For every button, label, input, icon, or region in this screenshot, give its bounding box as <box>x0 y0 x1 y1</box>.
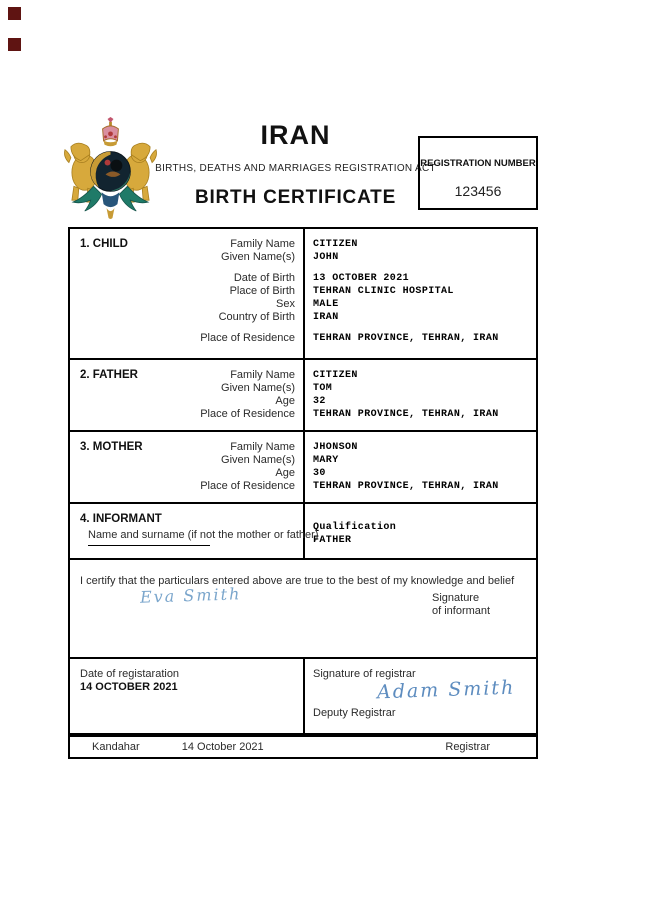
registration-date-label: Date of registaration <box>80 668 180 680</box>
section-registration <box>70 659 536 733</box>
field-label: Date of Birth <box>233 272 295 284</box>
section-child-left <box>70 229 305 358</box>
footer-place: Kandahar <box>92 741 140 753</box>
field-label: Family Name <box>230 441 295 453</box>
footer-bar <box>68 735 538 759</box>
field-label: Sex <box>276 298 295 310</box>
field-label: Given Name(s) <box>221 382 295 394</box>
signature-caption-line2: of informant <box>432 605 491 617</box>
registration-number-label: REGISTRATION NUMBER <box>420 158 536 169</box>
section-mother-values <box>305 432 536 502</box>
iran-imperial-coat-of-arms-icon <box>61 117 160 220</box>
field-value: IRAN <box>313 312 339 323</box>
field-label: Country of Birth <box>218 311 295 323</box>
section-child <box>70 229 536 360</box>
field-label: Age <box>275 467 295 479</box>
field-value: MALE <box>313 299 339 310</box>
section-child-heading: 1. CHILD <box>80 238 128 250</box>
informant-name-underline <box>88 545 210 546</box>
country-title: IRAN <box>260 120 331 150</box>
field-value: TOM <box>313 383 333 394</box>
field-value: TEHRAN PROVINCE, TEHRAN, IRAN <box>313 409 499 420</box>
section-mother <box>70 432 536 504</box>
registrar-signature-cell <box>305 659 536 733</box>
section-child-labels <box>80 238 295 345</box>
field-value: CITIZEN <box>313 239 358 250</box>
field-label: Place of Residence <box>200 408 295 420</box>
field-value: 13 OCTOBER 2021 <box>313 273 410 284</box>
signature-caption-line1: Signature <box>432 592 480 604</box>
field-label: Age <box>275 395 295 407</box>
field-value: MARY <box>313 455 339 466</box>
certificate-table <box>68 227 538 735</box>
qualification-label: Qualification <box>313 522 397 533</box>
field-value: 30 <box>313 468 326 479</box>
registrar-signature-label: Signature of registrar <box>313 668 416 680</box>
field-value: JOHN <box>313 252 339 263</box>
field-value: CITIZEN <box>313 370 358 381</box>
certify-statement: I certify that the particulars entered above are true to the best of my knowledge and belief <box>80 575 515 587</box>
qualification-value: FATHER <box>313 535 352 546</box>
registrar-signature: Adam Smith <box>376 676 516 704</box>
field-label: Given Name(s) <box>221 454 295 466</box>
section-father-heading: 2. FATHER <box>80 369 138 381</box>
registration-date-cell <box>70 659 305 733</box>
section-father-left <box>70 360 305 430</box>
corner-mark-top <box>8 7 21 20</box>
field-label: Given Name(s) <box>221 251 295 263</box>
field-label: Place of Residence <box>200 480 295 492</box>
section-father-values <box>305 360 536 430</box>
act-title: BIRTHS, DEATHS AND MARRIAGES REGISTRATION ACT <box>155 163 436 174</box>
field-value: 32 <box>313 396 326 407</box>
section-informant-left <box>70 504 319 558</box>
section-informant <box>70 504 536 560</box>
registrar-title: Deputy Registrar <box>313 707 396 719</box>
field-label: Family Name <box>230 369 295 381</box>
header <box>153 120 438 209</box>
field-value: JHONSON <box>313 442 358 453</box>
section-child-values <box>305 229 536 358</box>
field-value: TEHRAN CLINIC HOSPITAL <box>313 286 454 297</box>
informant-name-hint: Name and surname (if not the mother or father) <box>88 529 319 541</box>
section-mother-heading: 3. MOTHER <box>80 441 143 453</box>
footer-role: Registrar <box>445 741 490 753</box>
registration-date-value: 14 OCTOBER 2021 <box>80 681 178 693</box>
field-value: TEHRAN PROVINCE, TEHRAN, IRAN <box>313 481 499 492</box>
footer-date: 14 October 2021 <box>181 741 264 753</box>
field-label: Place of Residence <box>200 332 295 344</box>
section-certification <box>70 560 536 659</box>
corner-mark-bottom <box>8 38 21 51</box>
informant-signature: Eva Smith <box>139 584 242 607</box>
section-mother-left <box>70 432 305 502</box>
section-father <box>70 360 536 432</box>
field-label: Place of Birth <box>229 285 295 297</box>
section-informant-values <box>305 504 536 558</box>
field-value: TEHRAN PROVINCE, TEHRAN, IRAN <box>313 333 499 344</box>
signature-of-informant-caption <box>432 592 490 618</box>
certificate-title: BIRTH CERTIFICATE <box>194 187 397 208</box>
section-informant-heading: 4. INFORMANT <box>80 513 162 525</box>
registration-number-value: 123456 <box>454 183 502 199</box>
field-label: Family Name <box>230 238 295 250</box>
registration-number-box <box>418 136 538 210</box>
